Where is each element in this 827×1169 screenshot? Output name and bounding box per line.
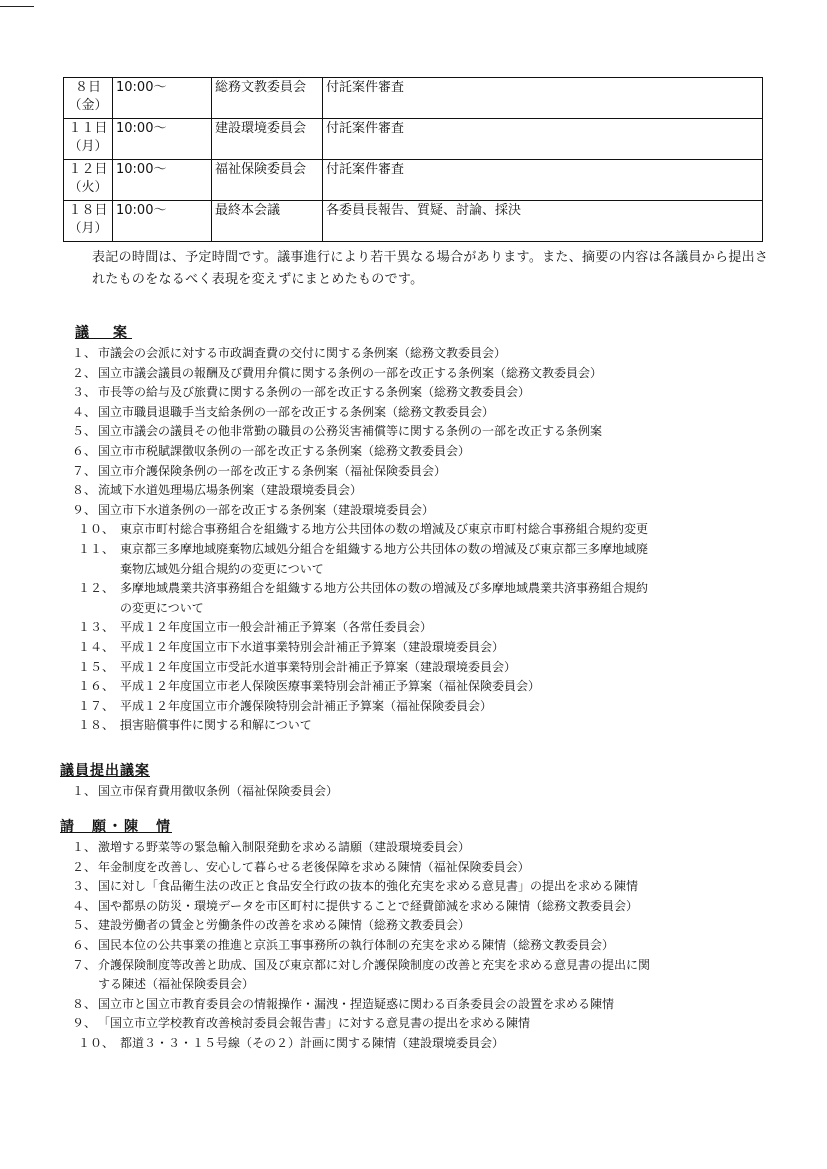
item-number: １０、 [77,522,114,537]
bills-section [60,322,780,736]
item-number: １、 [71,840,96,854]
schedule-row [64,78,763,119]
item-text: 東京市町村総合事務組合を組織する地方公共団体の数の増減及び東京市町村総合事務組合規約変更 [120,522,649,537]
item-text: 国や都県の防災・環境データを市区町村に提供することで経費節減を求める陳情（総務文教委員会） [98,898,639,913]
schedule-date: １８日 （月） [64,201,113,242]
list-item [60,897,780,917]
schedule-time: 10:00～ [113,201,212,242]
list-item [60,995,780,1015]
list-item [60,956,780,995]
item-number: ４、 [71,404,96,419]
item-text: 介護保険制度等改善と助成、国及び東京都に対し介護保険制度の改善と充実を求める意見書の提出に関 する陳述（福祉保険委員会） [98,957,651,992]
schedule-agenda: 付託案件審査 [323,119,763,160]
list-item [60,520,780,540]
item-text: 国立市と国立市教育委員会の情報操作・漏洩・捏造疑惑に関わる百条委員会の設置を求める陳情 [98,996,615,1011]
item-text: 多摩地域農業共済事務組合を組織する地方公共団体の数の増減及び多摩地域農業共済事務組合規約 の変更について [120,581,649,615]
schedule-date: ８日 （金） [64,78,113,119]
list-item [60,936,780,956]
list-item [60,540,780,579]
schedule-row [64,160,763,201]
item-text: 流域下水道処理場広場条例案（建設環境委員会） [98,483,363,498]
item-number: １０、 [77,1035,114,1050]
item-number: ７、 [71,957,96,972]
list-item [60,422,780,442]
item-number: １、 [71,346,96,360]
list-item [60,501,780,521]
list-item [60,403,780,423]
item-text: 国に対し「食品衛生法の改正と食品安全行政の抜本的強化充実を求める意見書」の提出を求める陳情 [98,879,639,894]
item-text: 激増する野菜等の緊急輸入制限発動を求める請願（建設環境委員会） [98,840,471,854]
list-item [60,697,780,717]
item-number: １２、 [77,581,114,596]
list-item [60,1034,780,1054]
list-item [60,481,780,501]
item-text: 東京都三多摩地域廃棄物広域処分組合を組織する地方公共団体の数の増減及び東京都三多摩地域廃 棄物広域処分組合規約の変更について [120,541,649,576]
member-bills-section [60,760,780,802]
item-number: ７、 [71,463,96,478]
schedule-time: 10:00～ [113,160,212,201]
list-item [60,658,780,678]
list-item [60,462,780,482]
item-text: 国立市市税賦課徴収条例の一部を改正する条例案（総務文教委員会） [98,443,471,458]
schedule-time: 10:00～ [113,119,212,160]
item-text: 国立市職員退職手当支給条例の一部を改正する条例案（総務文教委員会） [98,404,495,419]
item-number: １５、 [77,659,114,674]
item-number: ３、 [71,385,96,400]
item-number: ６、 [71,937,96,952]
item-number: ９、 [71,1016,96,1031]
item-number: ５、 [71,424,96,439]
member-bills-heading: 議員提出議案 [60,763,150,779]
item-text: 国立市議会の議員その他非常勤の職員の公務災害補償等に関する条例の一部を改正する条例案 [98,424,603,439]
item-text: 平成１２年度国立市下水道事業特別会計補正予算案（建設環境委員会） [120,639,505,654]
item-number: ５、 [71,918,96,933]
list-item [60,1014,780,1034]
bills-heading: 議 案 [75,325,132,341]
list-item [60,618,780,638]
schedule-date: １１日 （月） [64,119,113,160]
item-number: ９、 [71,502,96,517]
schedule-date: １２日 （火） [64,160,113,201]
list-item [60,838,780,858]
list-item [60,638,780,658]
petitions-list [60,838,780,1054]
item-text: 平成１２年度国立市介護保険特別会計補正予算案（福祉保険委員会） [120,698,493,713]
schedule-table [63,77,763,242]
item-text: 国立市保育費用徴収条例（福祉保険委員会） [98,784,339,798]
item-number: １１、 [77,541,114,556]
item-number: ６、 [71,443,96,458]
schedule-agenda: 付託案件審査 [323,160,763,201]
item-number: １８、 [77,718,114,733]
item-number: １６、 [77,679,114,694]
item-text: 平成１２年度国立市受託水道事業特別会計補正予算案（建設環境委員会） [120,659,517,674]
item-number: １４、 [77,639,114,654]
item-number: ８、 [71,483,96,498]
item-text: 都道３・３・１５号線（その２）計画に関する陳情（建設環境委員会） [120,1035,505,1050]
schedule-meeting: 建設環境委員会 [212,119,323,160]
petitions-heading: 請 願・陳 情 [60,819,172,835]
item-number: ２、 [71,365,96,380]
item-number: ４、 [71,898,96,913]
list-item [60,344,780,364]
item-number: １７、 [77,698,114,713]
schedule-meeting: 福祉保険委員会 [212,160,323,201]
schedule-note: 表記の時間は、予定時間です。議事進行により若干異なる場合があります。また、摘要の内容は各議員から提出されたものをなるべく表現を変えずにまとめたものです。 [92,250,769,287]
item-number: １、 [71,784,96,798]
schedule-meeting: 最終本会議 [212,201,323,242]
item-number: ８、 [71,996,96,1011]
item-text: 平成１２年度国立市老人保険医療事業特別会計補正予算案（福祉保険委員会） [120,679,541,694]
item-text: 市長等の給与及び旅費に関する条例の一部を改正する条例案（総務文教委員会） [98,385,531,400]
item-text: 平成１２年度国立市一般会計補正予算案（各常任委員会） [120,620,433,635]
list-item [60,916,780,936]
item-text: 国立市下水道条例の一部を改正する条例案（建設環境委員会） [98,502,435,517]
list-item [60,716,780,736]
schedule-row [64,201,763,242]
list-item [60,383,780,403]
list-item [60,442,780,462]
item-number: １３、 [77,620,114,635]
item-text: 損害賠償事件に関する和解について [120,718,312,733]
item-text: 国民本位の公共事業の推進と京浜工事事務所の執行体制の充実を求める陳情（総務文教委員会） [98,937,615,952]
item-text: 国立市介護保険条例の一部を改正する条例案（福祉保険委員会） [98,463,447,478]
item-text: 「国立市立学校教育改善検討委員会報告書」に対する意見書の提出を求める陳情 [98,1016,531,1031]
item-number: ３、 [71,879,96,894]
schedule-agenda: 各委員長報告、質疑、討論、採決 [323,201,763,242]
schedule-meeting: 総務文教委員会 [212,78,323,119]
list-item [60,858,780,878]
schedule-row [64,119,763,160]
list-item [60,579,780,618]
list-item [60,364,780,384]
bills-list [60,344,780,736]
item-text: 市議会の会派に対する市政調査費の交付に関する条例案（総務文教委員会） [98,346,507,360]
corner-mark [0,6,34,7]
schedule-time: 10:00～ [113,78,212,119]
member-bills-list [60,782,780,802]
item-text: 国立市議会議員の報酬及び費用弁償に関する条例の一部を改正する条例案（総務文教委員会） [98,365,603,380]
list-item [60,677,780,697]
schedule-agenda: 付託案件審査 [323,78,763,119]
list-item [60,782,780,802]
item-text: 建設労働者の賃金と労働条件の改善を求める陳情（総務文教委員会） [98,918,471,933]
item-text: 年金制度を改善し、安心して暮らせる老後保障を求める陳情（福祉保険委員会） [98,859,530,874]
list-item [60,877,780,897]
petitions-section [60,816,780,1054]
item-number: ２、 [71,859,96,874]
